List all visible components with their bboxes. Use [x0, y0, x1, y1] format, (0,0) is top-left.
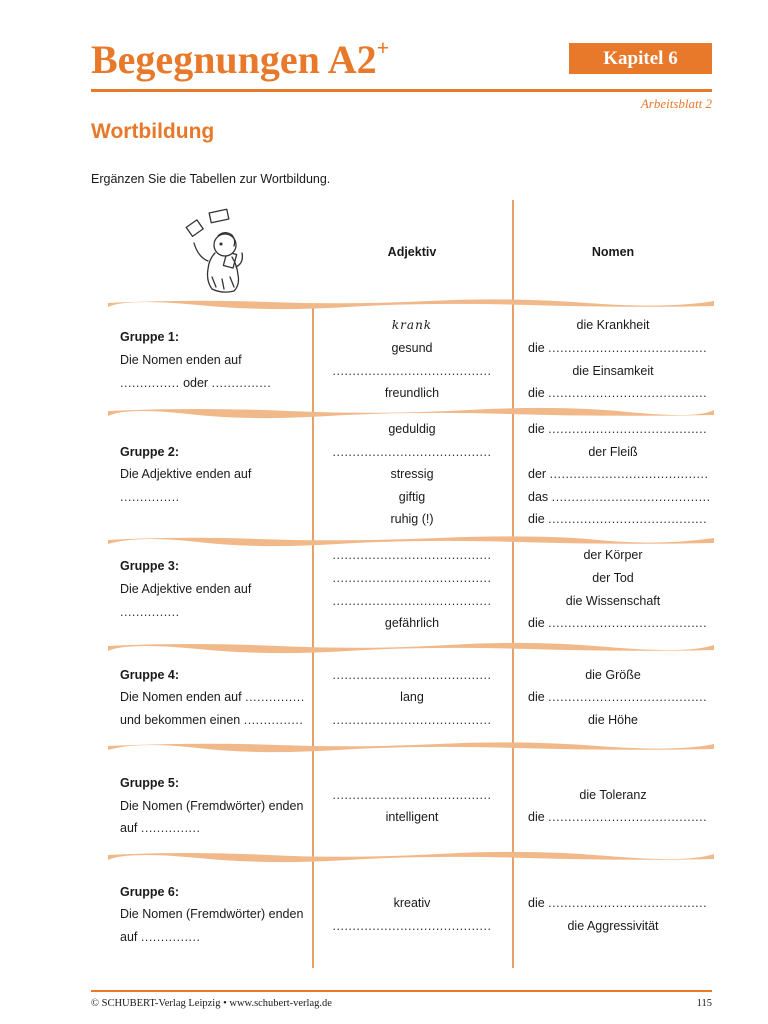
group-6-rule: Die Nomen (Fremdwörter) enden: [120, 907, 304, 921]
noun-blank[interactable]: die ........................................: [528, 512, 708, 526]
adjective-blank[interactable]: ........................................: [332, 594, 492, 608]
noun-blank[interactable]: die ........................................: [528, 341, 708, 355]
noun-word: die Toleranz: [579, 788, 647, 802]
noun-word: die Krankheit: [576, 318, 650, 332]
footer-publisher: © SCHUBERT-Verlag Leipzig • www.schubert-verlag.de: [91, 998, 332, 1009]
book-title: Begegnungen A2+: [91, 34, 390, 82]
adjective-word: ruhig (!): [390, 512, 434, 526]
column-divider-left: [312, 304, 314, 968]
row-separator: [108, 739, 714, 755]
adjective-blank[interactable]: ........................................: [332, 364, 492, 378]
adjective-word: gesund: [391, 341, 433, 355]
noun-word: der Fleiß: [588, 445, 638, 459]
adjective-word: geduldig: [388, 422, 436, 436]
group-2-blank[interactable]: ...............: [120, 490, 180, 504]
instruction-text: Ergänzen Sie die Tabellen zur Wortbildung.: [91, 172, 331, 186]
row-separator: [108, 533, 714, 549]
group-6-blank[interactable]: auf ...............: [120, 930, 201, 944]
header-divider: [512, 200, 514, 304]
group-5-blank[interactable]: auf ...............: [120, 821, 201, 835]
noun-word: die Höhe: [587, 713, 639, 727]
adjective-blank[interactable]: ........................................: [332, 571, 492, 585]
worksheet-label: Arbeitsblatt 2: [640, 96, 712, 111]
group-3-rule: Die Adjektive enden auf: [120, 582, 252, 596]
row-separator: [108, 640, 714, 656]
adjective-word: lang: [400, 690, 424, 704]
column-divider-right: [512, 304, 514, 968]
noun-blank[interactable]: die ........................................: [528, 386, 708, 400]
chapter-badge: Kapitel 6: [569, 43, 712, 74]
noun-word: die Aggressivität: [567, 919, 659, 933]
juggler-illustration-icon: [178, 205, 253, 295]
adjective-blank[interactable]: ........................................: [332, 919, 492, 933]
group-4-rule[interactable]: Die Nomen enden auf ...............: [120, 690, 305, 704]
noun-word: die Wissenschaft: [565, 594, 661, 608]
group-2-rule: Die Adjektive enden auf: [120, 467, 252, 481]
adjective-word: kreativ: [393, 896, 431, 910]
adjective-blank[interactable]: ........................................: [332, 668, 492, 682]
group-4-label: Gruppe 4:: [120, 668, 180, 682]
group-4-rule-2[interactable]: und bekommen einen ...............: [120, 713, 304, 727]
adjective-word: intelligent: [385, 810, 439, 824]
column-header-adjektiv: Adjektiv: [387, 245, 437, 259]
noun-word: der Körper: [583, 548, 643, 562]
adjective-blank[interactable]: ........................................: [332, 548, 492, 562]
adjective-word: gefährlich: [384, 616, 440, 630]
group-3-blank[interactable]: ...............: [120, 605, 180, 619]
group-1-label: Gruppe 1:: [120, 330, 180, 344]
adjective-word: giftig: [398, 490, 426, 504]
noun-blank[interactable]: die ........................................: [528, 690, 708, 704]
group-1-rule: Die Nomen enden auf: [120, 353, 242, 367]
column-header-nomen: Nomen: [591, 245, 635, 259]
group-5-label: Gruppe 5:: [120, 776, 180, 790]
noun-blank[interactable]: die ........................................: [528, 810, 708, 824]
noun-word: die Größe: [585, 668, 641, 682]
group-2-label: Gruppe 2:: [120, 445, 180, 459]
group-5-rule: Die Nomen (Fremdwörter) enden: [120, 799, 304, 813]
noun-blank[interactable]: die ........................................: [528, 896, 708, 910]
group-3-label: Gruppe 3:: [120, 559, 180, 573]
handwritten-example: krank: [391, 318, 433, 332]
noun-word: die Einsamkeit: [572, 364, 654, 378]
noun-blank[interactable]: das ........................................: [528, 490, 711, 504]
section-title: Wortbildung: [91, 120, 215, 143]
adjective-blank[interactable]: ........................................: [332, 445, 492, 459]
adjective-blank[interactable]: ........................................: [332, 788, 492, 802]
adjective-word: freundlich: [384, 386, 440, 400]
group-1-blanks[interactable]: ............... oder ...............: [120, 376, 272, 390]
noun-word: der Tod: [592, 571, 634, 585]
group-6-label: Gruppe 6:: [120, 885, 180, 899]
adjective-word: stressig: [390, 467, 434, 481]
noun-blank[interactable]: die ........................................: [528, 616, 708, 630]
row-separator: [108, 849, 714, 865]
header-rule: [91, 89, 712, 92]
row-separator: [108, 296, 714, 312]
page-number: 115: [696, 998, 712, 1009]
footer-rule: [91, 990, 712, 992]
adjective-blank[interactable]: ........................................: [332, 713, 492, 727]
row-separator: [108, 405, 714, 421]
noun-blank[interactable]: die ........................................: [528, 422, 708, 436]
noun-blank[interactable]: der ........................................: [528, 467, 709, 481]
